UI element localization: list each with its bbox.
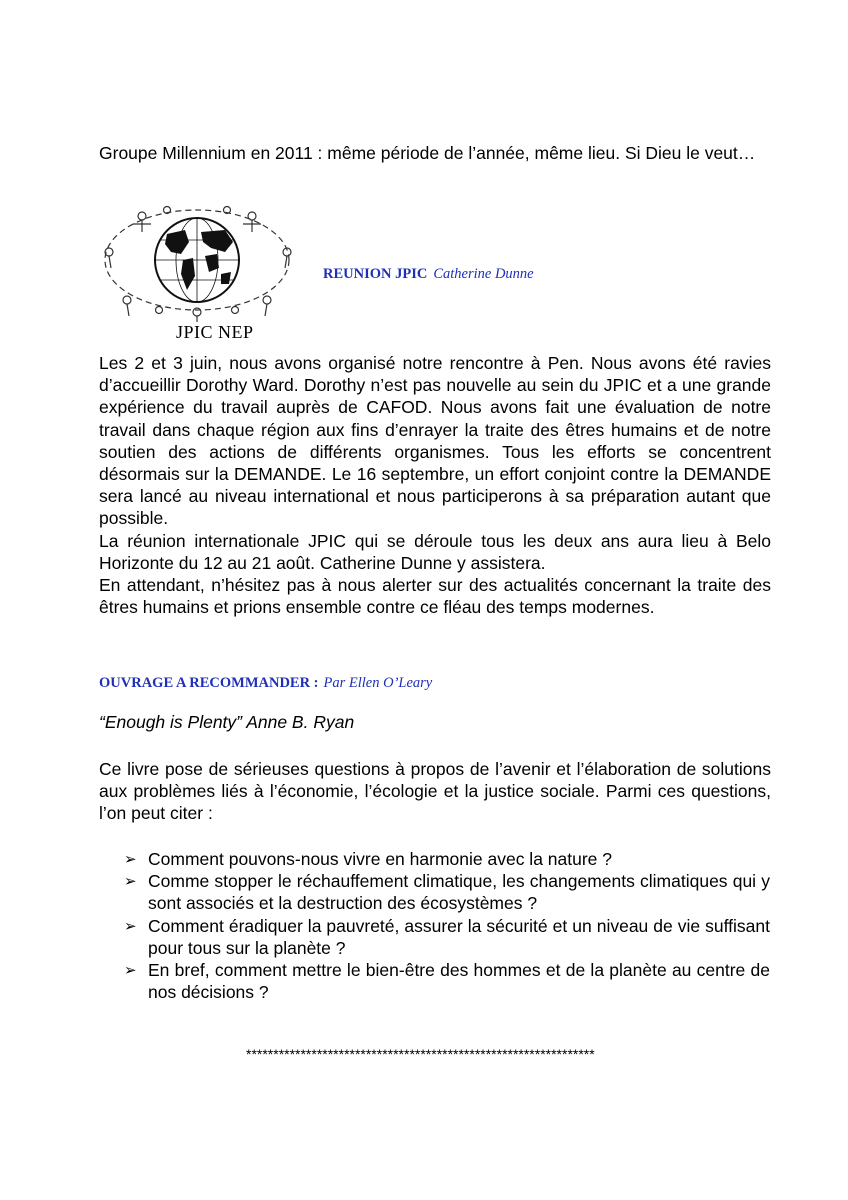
list-item (124, 915, 770, 959)
logo-caption: JPIC NEP (176, 322, 254, 342)
arrow-bullet-icon: ➢ (124, 961, 137, 980)
globe-with-people-icon (97, 202, 307, 322)
reunion-body (99, 352, 771, 618)
section-heading-ouvrage (99, 675, 432, 692)
intro-text: Groupe Millennium en 2011 : même période de l’année, même lieu. Si Dieu le veut… (99, 143, 756, 163)
list-item-text: Comment pouvons-nous vivre en harmonie avec la nature ? (148, 849, 612, 869)
separator-stars: **************************************************************** (246, 1046, 595, 1062)
list-item (124, 959, 770, 1003)
arrow-bullet-icon: ➢ (124, 872, 137, 891)
paragraph: La réunion internationale JPIC qui se déroule tous les deux ans aura lieu à Belo Horizonte du 12 au 21 août. Catherine Dunne y assistera. (99, 530, 771, 573)
list-item-text: En bref, comment mettre le bien-être des hommes et de la planète au centre de nos décisions ? (148, 960, 770, 1003)
paragraph: En attendant, n’hésitez pas à nous alerter sur des actualités concernant la traite des êtres humains et prions ensemble contre ce fléau des temps modernes. (99, 575, 771, 618)
arrow-bullet-icon: ➢ (124, 850, 137, 868)
heading-author: Par Ellen O’Leary (323, 675, 433, 691)
list-item-text: Comme stopper le réchauffement climatique, les changements climatiques qui y sont associés et la destruction des écosystèmes ? (148, 871, 770, 914)
heading-author: Catherine Dunne (433, 266, 534, 282)
paragraph: Les 2 et 3 juin, nous avons organisé notre rencontre à Pen. Nous avons été ravies d’accueillir Dorothy Ward. Dorothy n’est pas nouvelle au sein du JPIC et a une grande expérience du travail auprès de CAFOD. Nous avons fait une évaluation de notre travail dans chaque région aux fins d’enrayer la traite des êtres humains et de notre soutien des actions de différents organismes. Tous les efforts se concentrent désormais sur la DEMANDE. Le 16 septembre, un effort conjoint contre la DEMANDE sera lancé au niveau international et nous participerons à sa préparation autant que possible. (99, 353, 771, 529)
list-item (124, 870, 770, 914)
book-description: Ce livre pose de sérieuses questions à propos de l’avenir et l’élaboration de solutions aux problèmes liés à l’économie, l’écologie et la justice sociale. Parmi ces questions, l’on peut citer : (99, 759, 771, 824)
question-list (124, 848, 770, 1003)
book-title: “Enough is Plenty” Anne B. Ryan (99, 712, 355, 732)
arrow-bullet-icon: ➢ (124, 916, 137, 935)
list-item-text: Comment éradiquer la pauvreté, assurer la sécurité et un niveau de vie suffisant pour tous sur la planète ? (148, 915, 770, 958)
section-heading-reunion (323, 266, 534, 283)
list-item (124, 848, 770, 870)
heading-title: REUNION JPIC (323, 266, 428, 282)
heading-title: OUVRAGE A RECOMMANDER : (99, 675, 319, 691)
